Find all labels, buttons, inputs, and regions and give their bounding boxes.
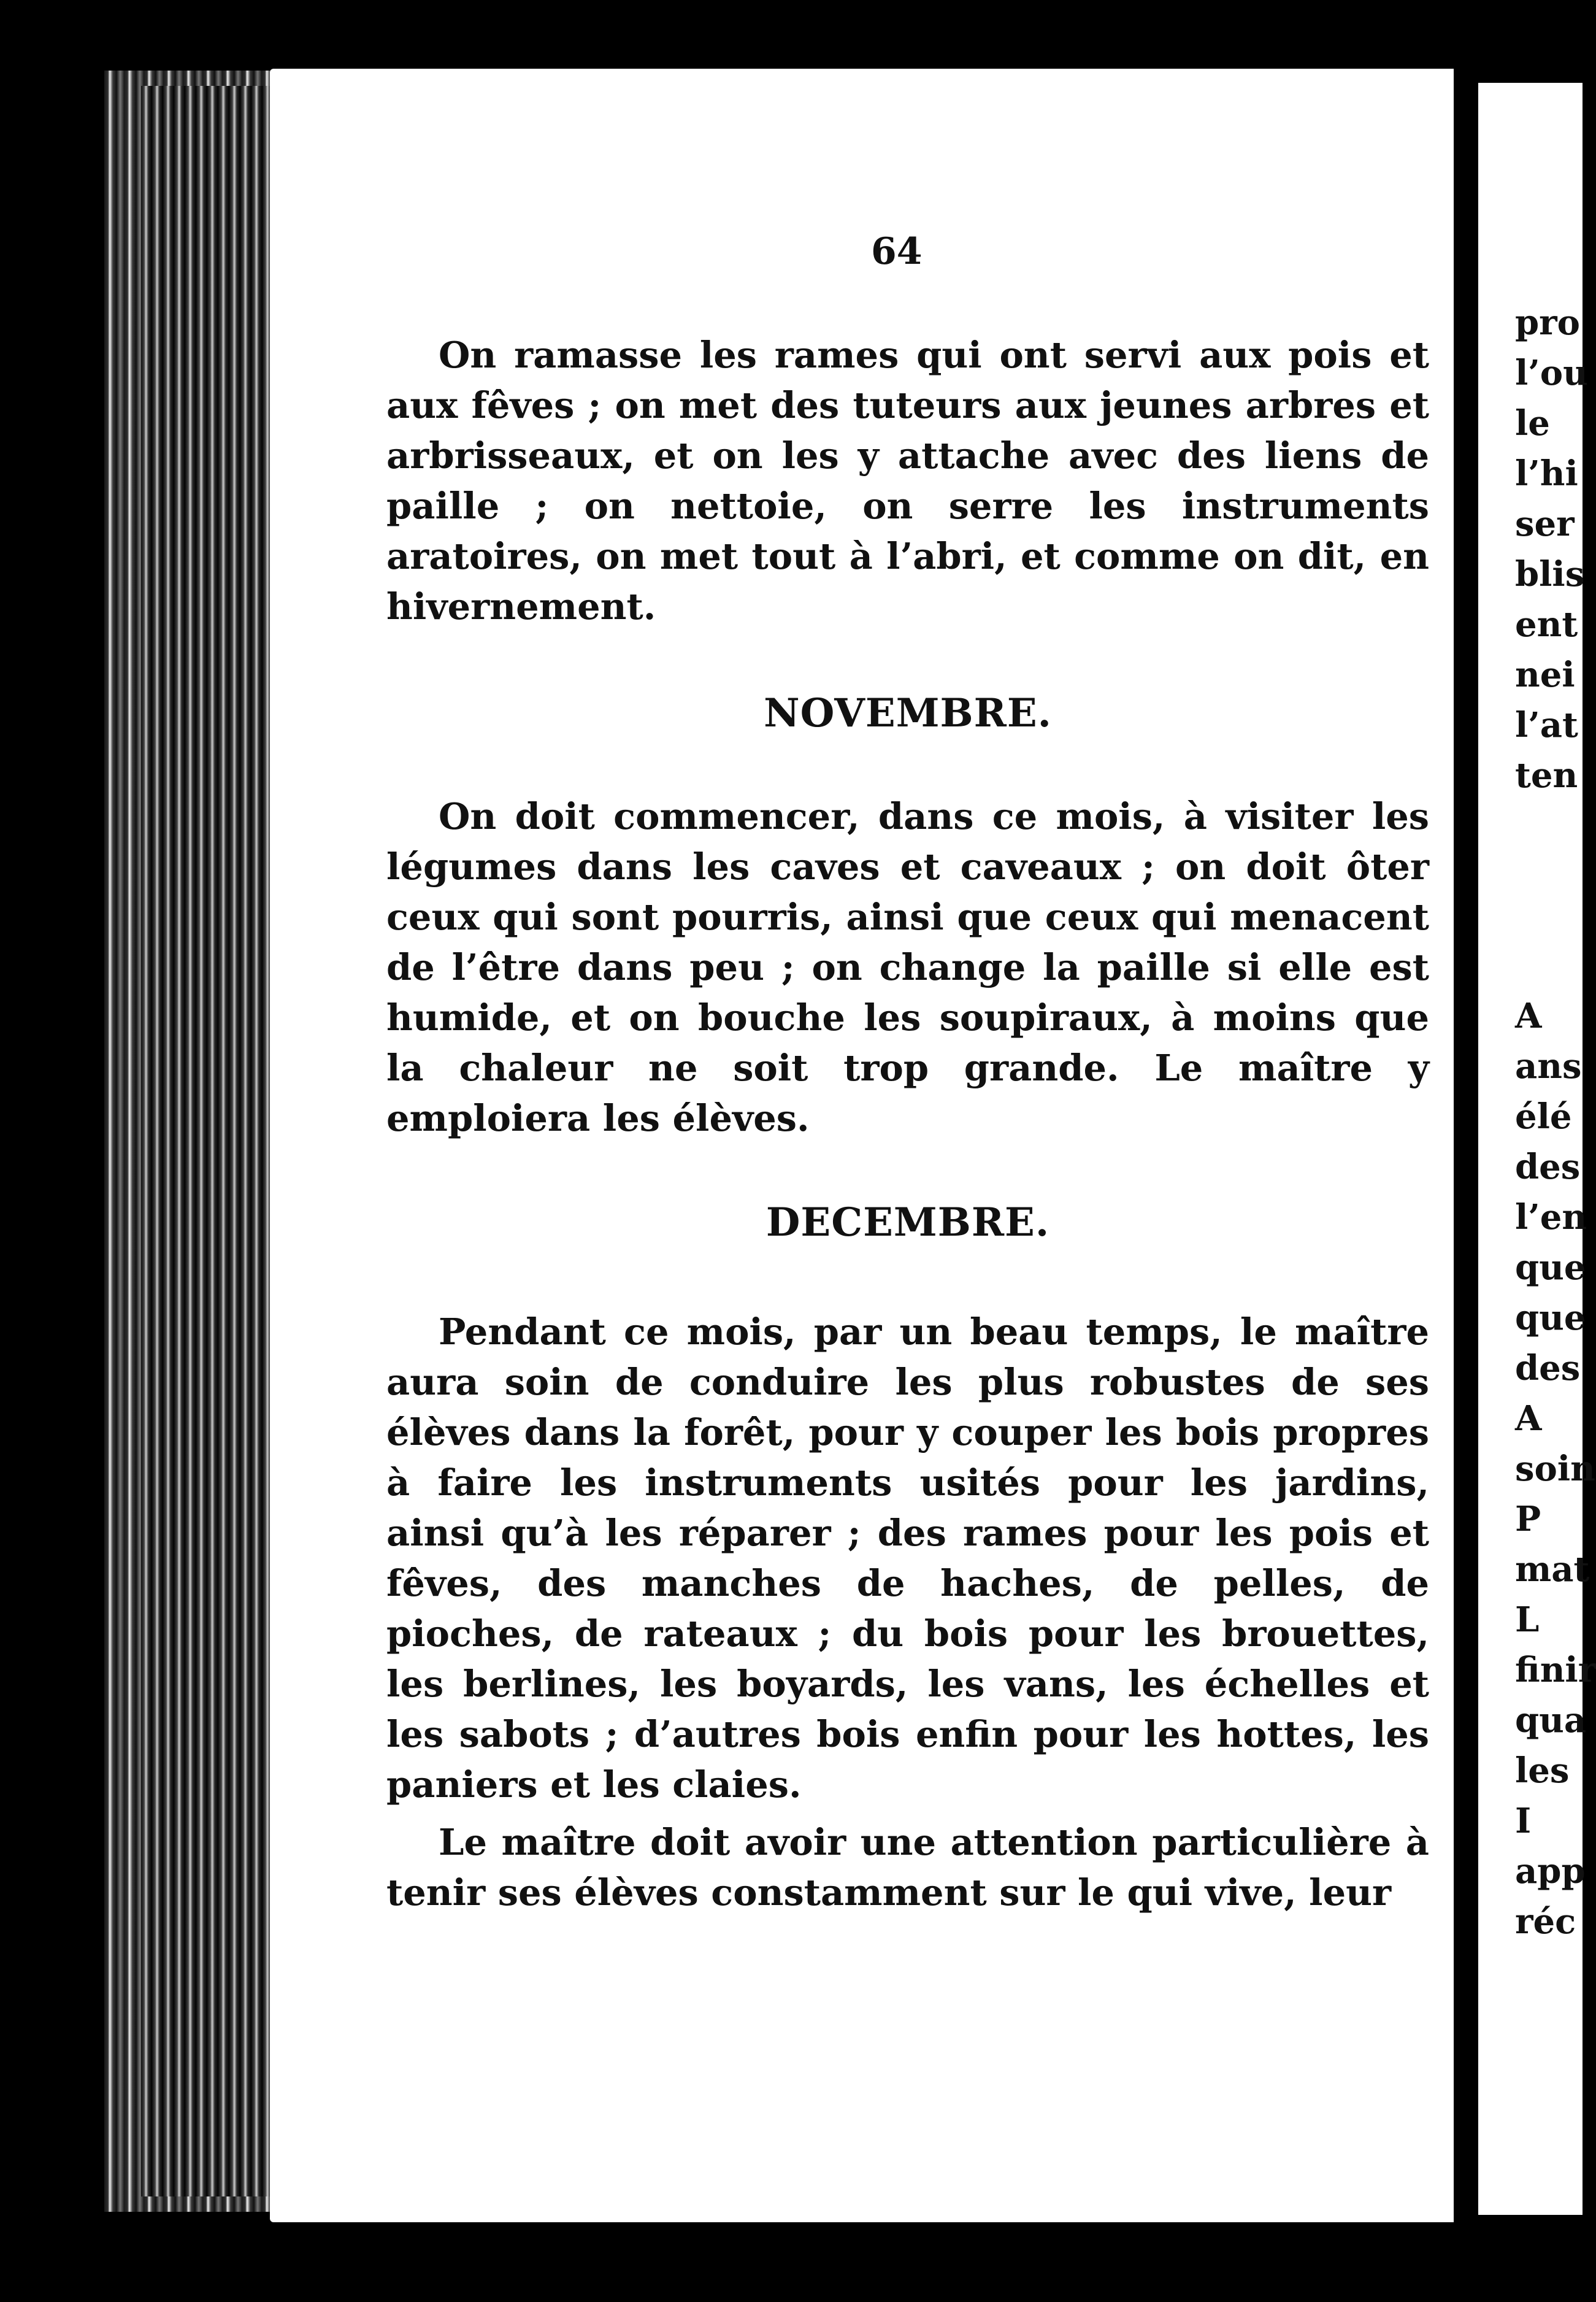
adjacent-page-text-top: pro l’ou le l’hi ser blis ent nei l’at ten bbox=[1515, 302, 1588, 796]
book-page-edges-inner bbox=[141, 86, 270, 2196]
paragraph-november: On doit commencer, dans ce mois, à visiter les légumes dans les caves et caveaux ; on doit ôter ceux qui sont pourris, ainsi que ceux qui menacent de l’être dans peu ; on change la paille si elle est humide, et on bouche les soupiraux, à moins que la chaleur ne soit trop grande. Le maître y emploiera les élèves. bbox=[386, 795, 1429, 1139]
book-gutter bbox=[1454, 69, 1478, 2228]
paragraph-december-continued: Le maître doit avoir une attention particulière à tenir ses élèves constamment sur le qui vive, leur bbox=[386, 1821, 1429, 1914]
heading-november: NOVEMBRE. bbox=[764, 690, 1052, 736]
paragraph-december: Pendant ce mois, par un beau temps, le maître aura soin de conduire les plus robustes de ses élèves dans la forêt, pour y couper les bois propres à faire les instruments usités pour les jardins, ainsi qu’à les réparer ; des rames pour les pois et fêves, des manches de haches, de pelles, de pioches, de rateaux ; du bois pour les brouettes, les berlines, les boyards, les vans, les échelles et les sabots ; d’autres bois enfin pour les hottes, les paniers et les claies. bbox=[386, 1311, 1429, 1806]
adjacent-page-text-bottom: A ans élé des l’en que que des A soin P mat L finir qua les I app réc bbox=[1515, 996, 1596, 1942]
heading-december: DECEMBRE. bbox=[765, 1199, 1050, 1245]
page-number: 64 bbox=[871, 230, 923, 273]
paragraph-intro: On ramasse les rames qui ont servi aux pois et aux fêves ; on met des tuteurs aux jeunes arbres et arbrisseaux, et on les y attache avec des liens de paille ; on nettoie, on serre les instruments aratoires, on met tout à l’abri, et comme on dit, en hivernement. bbox=[386, 334, 1429, 628]
